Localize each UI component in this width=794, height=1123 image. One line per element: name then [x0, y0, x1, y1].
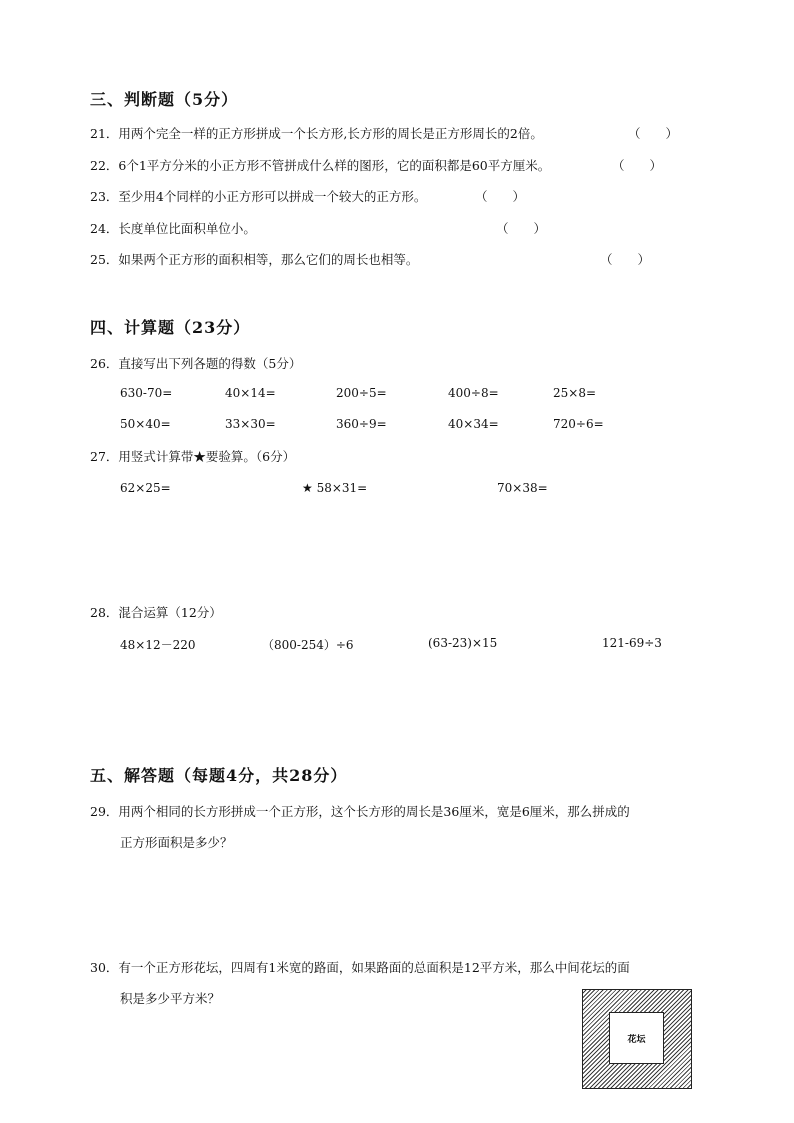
answer-paren-22[interactable]: （ ）	[612, 158, 663, 173]
question-25: 25．如果两个正方形的面积相等，那么它们的周长也相等。	[90, 252, 419, 267]
section-3-title: 三、判断题（5分）	[90, 90, 239, 109]
calc-28-1: 48×12－220	[120, 638, 196, 652]
answer-paren-25[interactable]: （ ）	[600, 252, 651, 267]
question-30-line1: 30．有一个正方形花坛，四周有1米宽的路面，如果路面的总面积是12平方米，那么中间花坛的面	[90, 960, 630, 975]
section-5-title: 五、解答题（每题4分，共28分）	[90, 766, 348, 785]
calc-26-8: 360÷9=	[336, 417, 387, 431]
calc-26-6: 50×40=	[120, 417, 171, 431]
question-29-line1: 29．用两个相同的长方形拼成一个正方形，这个长方形的周长是36厘米，宽是6厘米，那么拼成的	[90, 804, 630, 819]
question-24: 24．长度单位比面积单位小。	[90, 221, 256, 236]
calc-27-2: ★ 58×31=	[302, 481, 368, 495]
question-28: 28．混合运算（12分）	[90, 605, 222, 620]
calc-26-9: 40×34=	[448, 417, 499, 431]
answer-paren-23[interactable]: （ ）	[475, 189, 526, 204]
question-29-line2: 正方形面积是多少？	[120, 835, 233, 850]
question-22: 22．6个1平方分米的小正方形不管拼成什么样的图形，它的面积都是60平方厘米。	[90, 158, 551, 173]
flowerbed-label: 花坛	[609, 1012, 664, 1064]
question-23: 23．至少用4个同样的小正方形可以拼成一个较大的正方形。	[90, 189, 427, 204]
calc-26-3: 200÷5=	[336, 386, 387, 400]
calc-27-1: 62×25=	[120, 481, 171, 495]
calc-27-3: 70×38=	[497, 481, 548, 495]
calc-26-4: 400÷8=	[448, 386, 499, 400]
calc-28-2: （800-254）÷6	[262, 638, 354, 652]
calc-26-1: 630-70=	[120, 386, 173, 400]
answer-paren-24[interactable]: （ ）	[496, 221, 547, 236]
section-4-title: 四、计算题（23分）	[90, 318, 251, 337]
answer-paren-21[interactable]: （ ）	[628, 126, 679, 141]
question-30-line2: 积是多少平方米？	[120, 991, 221, 1006]
question-26: 26．直接写出下列各题的得数（5分）	[90, 356, 302, 371]
flowerbed-figure	[582, 989, 692, 1089]
calc-26-5: 25×8=	[553, 386, 597, 400]
question-27: 27．用竖式计算带★要验算。（6分）	[90, 449, 296, 464]
calc-26-2: 40×14=	[225, 386, 276, 400]
calc-26-10: 720÷6=	[553, 417, 604, 431]
question-21: 21．用两个完全一样的正方形拼成一个长方形,长方形的周长是正方形周长的2倍。	[90, 126, 543, 141]
calc-28-3: (63-23)×15	[428, 636, 498, 650]
calc-26-7: 33×30=	[225, 417, 276, 431]
calc-28-4: 121-69÷3	[602, 636, 662, 650]
